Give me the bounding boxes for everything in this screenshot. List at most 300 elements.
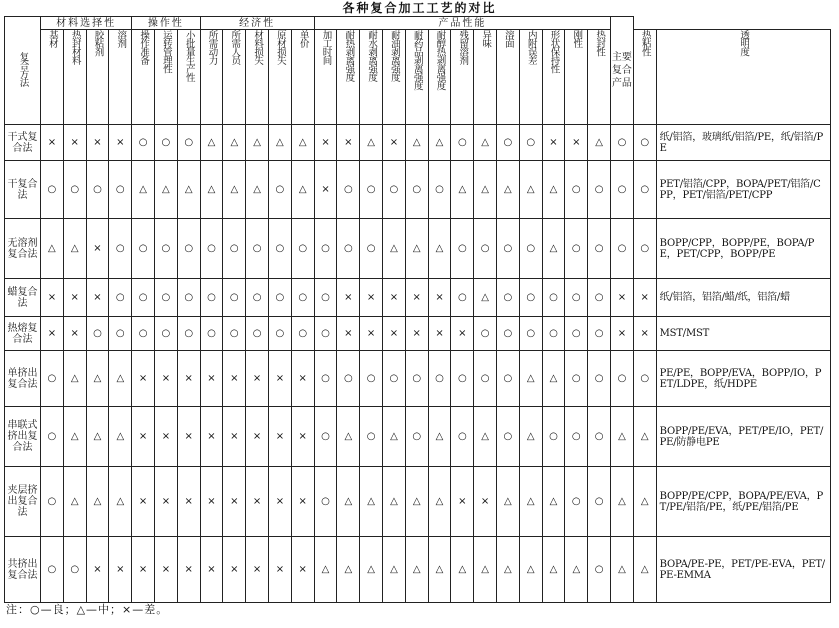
- rating-cell: △: [246, 161, 269, 219]
- rating-cell: △: [451, 161, 474, 219]
- rating-cell: △: [405, 537, 428, 603]
- rating-cell: ○: [177, 125, 200, 161]
- rating-cell: △: [633, 407, 656, 467]
- rating-cell: ○: [314, 351, 337, 407]
- rating-cell: ×: [132, 467, 155, 537]
- rating-cell: ○: [291, 279, 314, 317]
- rating-cell: ○: [268, 279, 291, 317]
- rating-cell: ×: [405, 279, 428, 317]
- column-header: [63, 30, 86, 125]
- rating-cell: △: [405, 219, 428, 279]
- rating-cell: ×: [611, 317, 634, 351]
- rating-cell: ○: [611, 161, 634, 219]
- rating-cell: △: [86, 467, 109, 537]
- rating-cell: ×: [177, 407, 200, 467]
- rating-cell: △: [542, 219, 565, 279]
- rating-cell: △: [246, 125, 269, 161]
- column-header: [451, 30, 474, 125]
- rating-cell: ×: [360, 317, 383, 351]
- rating-cell: △: [497, 537, 520, 603]
- product-header-label: 主要复合产品: [611, 52, 632, 89]
- rating-cell: ○: [268, 219, 291, 279]
- method-header-label: 复合方法: [17, 52, 29, 86]
- column-header-label: 热封性: [594, 30, 606, 56]
- rating-cell: △: [542, 351, 565, 407]
- rating-cell: ×: [291, 351, 314, 407]
- rating-cell: ○: [132, 317, 155, 351]
- rating-cell: ×: [268, 407, 291, 467]
- rating-cell: △: [86, 407, 109, 467]
- column-header-label: 内附误差: [525, 30, 537, 64]
- rating-cell: △: [519, 161, 542, 219]
- rating-cell: ×: [246, 351, 269, 407]
- method-name: 蜡复合法: [5, 279, 41, 317]
- rating-cell: ×: [132, 537, 155, 603]
- comparison-table: [4, 16, 831, 603]
- rating-cell: △: [474, 279, 497, 317]
- rating-cell: ○: [314, 279, 337, 317]
- rating-cell: △: [428, 125, 451, 161]
- rating-cell: △: [63, 467, 86, 537]
- rating-cell: ×: [177, 537, 200, 603]
- rating-cell: ○: [109, 161, 132, 219]
- rating-cell: ×: [154, 407, 177, 467]
- rating-cell: ×: [337, 279, 360, 317]
- rating-cell: ○: [451, 351, 474, 407]
- rating-cell: ×: [63, 317, 86, 351]
- column-header: [200, 30, 223, 125]
- column-header-label: 热封材料: [69, 30, 81, 64]
- rating-cell: △: [360, 467, 383, 537]
- rating-cell: ○: [337, 351, 360, 407]
- column-header-label: 基材: [46, 30, 58, 47]
- rating-cell: ○: [497, 279, 520, 317]
- column-header: [383, 30, 406, 125]
- rating-cell: △: [337, 407, 360, 467]
- rating-cell: ○: [565, 219, 588, 279]
- rating-cell: △: [519, 537, 542, 603]
- rating-cell: △: [223, 161, 246, 219]
- method-name: 热熔复合法: [5, 317, 41, 351]
- rating-cell: ○: [41, 351, 64, 407]
- rating-cell: ○: [41, 467, 64, 537]
- rating-cell: ○: [268, 317, 291, 351]
- column-header-label: 加工时间: [320, 30, 332, 64]
- rating-cell: ×: [268, 537, 291, 603]
- rating-cell: ○: [611, 125, 634, 161]
- method-row: [5, 279, 831, 317]
- rating-cell: ○: [314, 219, 337, 279]
- rating-cell: ×: [223, 467, 246, 537]
- column-header: [109, 30, 132, 125]
- rating-cell: △: [268, 125, 291, 161]
- rating-cell: ○: [246, 279, 269, 317]
- column-header-label: 所需动力: [206, 30, 218, 64]
- rating-cell: ○: [154, 279, 177, 317]
- rating-cell: ○: [565, 351, 588, 407]
- rating-cell: ○: [223, 279, 246, 317]
- group-header: 经济性: [200, 17, 314, 30]
- rating-cell: ○: [86, 161, 109, 219]
- rating-cell: ○: [109, 279, 132, 317]
- column-header: [314, 30, 337, 125]
- rating-cell: △: [109, 351, 132, 407]
- column-header-label: 溶面: [502, 30, 514, 47]
- method-row: [5, 407, 831, 467]
- column-header-label: 透明度: [738, 30, 750, 56]
- rating-cell: △: [360, 125, 383, 161]
- rating-cell: △: [337, 537, 360, 603]
- rating-cell: △: [428, 467, 451, 537]
- rating-cell: ○: [246, 219, 269, 279]
- page-title: 各种复合加工工艺的对比: [342, 1, 497, 15]
- rating-cell: ○: [268, 161, 291, 219]
- rating-cell: △: [633, 537, 656, 603]
- rating-cell: ○: [588, 279, 611, 317]
- rating-cell: △: [383, 537, 406, 603]
- rating-cell: ○: [177, 279, 200, 317]
- rating-cell: △: [565, 537, 588, 603]
- rating-cell: ○: [474, 219, 497, 279]
- column-header: [177, 30, 200, 125]
- product-header-cell: [611, 17, 634, 125]
- rating-cell: ×: [177, 351, 200, 407]
- rating-cell: ×: [63, 279, 86, 317]
- column-header-label: 溶剂: [115, 30, 127, 47]
- rating-cell: △: [497, 467, 520, 537]
- method-row: [5, 317, 831, 351]
- rating-cell: ○: [337, 161, 360, 219]
- rating-cell: △: [428, 537, 451, 603]
- rating-cell: ×: [633, 279, 656, 317]
- column-header-label: 原材损失: [274, 30, 286, 64]
- rating-cell: ○: [360, 219, 383, 279]
- rating-cell: △: [542, 467, 565, 537]
- rating-cell: ×: [86, 125, 109, 161]
- rating-cell: ×: [633, 317, 656, 351]
- rating-cell: △: [223, 125, 246, 161]
- product-cell: BOPP/CPP，BOPP/PE，BOPA/PE，PET/CPP，BOPP/PE: [656, 219, 830, 279]
- rating-cell: ○: [41, 407, 64, 467]
- column-header-label: 热粘性: [639, 30, 651, 56]
- rating-cell: ○: [63, 161, 86, 219]
- product-cell: PET/铝箔/CPP，BOPA/PET/铝箔/CPP，PET/铝箔/PET/CPP: [656, 161, 830, 219]
- column-header: [474, 30, 497, 125]
- rating-cell: △: [109, 407, 132, 467]
- rating-cell: ○: [405, 161, 428, 219]
- column-header: [519, 30, 542, 125]
- rating-cell: ○: [519, 279, 542, 317]
- rating-cell: △: [291, 161, 314, 219]
- column-header: [428, 30, 451, 125]
- rating-cell: △: [474, 407, 497, 467]
- rating-cell: ○: [41, 537, 64, 603]
- column-header-label: 刚性: [571, 30, 583, 47]
- rating-cell: △: [428, 407, 451, 467]
- rating-cell: ×: [337, 125, 360, 161]
- rating-cell: ×: [383, 279, 406, 317]
- rating-cell: △: [337, 467, 360, 537]
- group-header: 材料选择性: [41, 17, 132, 30]
- column-header-label: 耐药品剥离强度: [411, 30, 423, 90]
- rating-cell: ×: [41, 279, 64, 317]
- rating-cell: ○: [588, 407, 611, 467]
- rating-cell: ×: [337, 317, 360, 351]
- rating-cell: ○: [519, 125, 542, 161]
- column-header: [497, 30, 520, 125]
- column-header-label: 耐油剥离强度: [388, 30, 400, 81]
- rating-cell: △: [542, 161, 565, 219]
- rating-cell: △: [633, 467, 656, 537]
- rating-cell: ×: [177, 467, 200, 537]
- rating-cell: ×: [200, 407, 223, 467]
- rating-cell: ○: [405, 407, 428, 467]
- product-cell: BOPA/PE-PE，PET/PE-EVA，PET/PE-EMMA: [656, 537, 830, 603]
- rating-cell: ×: [223, 351, 246, 407]
- rating-cell: ×: [542, 125, 565, 161]
- rating-cell: ○: [497, 351, 520, 407]
- rating-cell: ×: [109, 537, 132, 603]
- column-header-label: 小批量生产性: [183, 30, 195, 81]
- rating-cell: ○: [565, 407, 588, 467]
- rating-cell: ○: [565, 467, 588, 537]
- rating-cell: ○: [633, 125, 656, 161]
- rating-cell: ×: [223, 537, 246, 603]
- rating-cell: ○: [314, 317, 337, 351]
- rating-cell: ○: [63, 537, 86, 603]
- rating-cell: △: [132, 161, 155, 219]
- column-header-label: 所需人员: [229, 30, 241, 64]
- rating-cell: ×: [291, 467, 314, 537]
- rating-cell: ○: [633, 161, 656, 219]
- rating-cell: △: [611, 407, 634, 467]
- column-header: [154, 30, 177, 125]
- method-row: [5, 161, 831, 219]
- column-header: [565, 30, 588, 125]
- product-cell: PE/PE，BOPP/EVA，BOPP/IO，PET/LDPE，纸/HDPE: [656, 351, 830, 407]
- rating-cell: △: [200, 125, 223, 161]
- rating-cell: ○: [177, 219, 200, 279]
- rating-cell: ○: [360, 407, 383, 467]
- rating-cell: ○: [200, 219, 223, 279]
- rating-cell: △: [314, 537, 337, 603]
- column-header-label: 单价: [297, 30, 309, 47]
- rating-cell: ×: [474, 467, 497, 537]
- column-header-label: 耐醇热剥离强度: [434, 30, 446, 90]
- rating-cell: △: [428, 219, 451, 279]
- rating-cell: ○: [177, 317, 200, 351]
- header-column-row: [5, 30, 831, 125]
- rating-cell: ○: [565, 279, 588, 317]
- rating-cell: ○: [223, 317, 246, 351]
- rating-cell: ○: [383, 351, 406, 407]
- rating-cell: △: [519, 407, 542, 467]
- rating-cell: ×: [246, 407, 269, 467]
- rating-cell: △: [291, 125, 314, 161]
- product-cell: BOPP/PE/CPP，BOPA/PE/EVA，PT/PE/铝箔/PE，纸/PE/铝箔/PE: [656, 467, 830, 537]
- rating-cell: ○: [291, 317, 314, 351]
- rating-cell: ○: [291, 219, 314, 279]
- rating-cell: ×: [405, 317, 428, 351]
- rating-cell: ○: [223, 219, 246, 279]
- group-header: 产品性能: [314, 17, 610, 30]
- rating-cell: ○: [588, 317, 611, 351]
- column-header-label: 材料损失: [252, 30, 264, 64]
- rating-cell: ○: [200, 279, 223, 317]
- rating-cell: △: [588, 125, 611, 161]
- rating-cell: ×: [41, 125, 64, 161]
- method-name: 干式复合法: [5, 125, 41, 161]
- method-row: [5, 537, 831, 603]
- group-header: 操作性: [132, 17, 200, 30]
- rating-cell: ×: [86, 279, 109, 317]
- rating-cell: ×: [565, 125, 588, 161]
- rating-cell: ×: [314, 125, 337, 161]
- rating-cell: ○: [41, 161, 64, 219]
- product-cell: 纸/铝箔，玻璃纸/铝箔/PE，纸/铝箔/PE: [656, 125, 830, 161]
- rating-cell: ×: [200, 537, 223, 603]
- rating-cell: ○: [588, 161, 611, 219]
- rating-cell: ○: [565, 161, 588, 219]
- column-header-label: 异味: [480, 30, 492, 47]
- column-header: [542, 30, 565, 125]
- rating-cell: ○: [154, 219, 177, 279]
- rating-cell: ○: [474, 351, 497, 407]
- rating-cell: ○: [588, 351, 611, 407]
- rating-cell: ○: [314, 407, 337, 467]
- column-header: [405, 30, 428, 125]
- rating-cell: △: [383, 407, 406, 467]
- rating-cell: ×: [291, 537, 314, 603]
- rating-cell: ○: [519, 219, 542, 279]
- column-header-label: 胶粘剂: [92, 30, 104, 56]
- method-header-cell: [5, 17, 41, 125]
- rating-cell: ○: [428, 351, 451, 407]
- method-name: 夹层挤出复合法: [5, 467, 41, 537]
- rating-cell: ○: [360, 351, 383, 407]
- rating-cell: ○: [405, 351, 428, 407]
- rating-cell: △: [63, 351, 86, 407]
- rating-cell: △: [383, 467, 406, 537]
- rating-cell: ×: [451, 317, 474, 351]
- method-row: [5, 219, 831, 279]
- rating-cell: △: [63, 407, 86, 467]
- rating-cell: ×: [132, 351, 155, 407]
- product-cell: MST/MST: [656, 317, 830, 351]
- rating-cell: ×: [360, 279, 383, 317]
- rating-cell: ×: [154, 467, 177, 537]
- rating-cell: ○: [497, 407, 520, 467]
- rating-cell: ○: [497, 317, 520, 351]
- rating-cell: ○: [154, 125, 177, 161]
- rating-cell: ○: [542, 407, 565, 467]
- rating-cell: ×: [451, 467, 474, 537]
- rating-cell: △: [474, 161, 497, 219]
- rating-cell: ○: [360, 161, 383, 219]
- rating-cell: ○: [132, 125, 155, 161]
- column-header-label: 残留溶剂: [457, 30, 469, 64]
- rating-cell: ○: [428, 161, 451, 219]
- rating-cell: △: [405, 467, 428, 537]
- rating-cell: ×: [109, 125, 132, 161]
- rating-cell: ×: [200, 351, 223, 407]
- rating-cell: △: [86, 351, 109, 407]
- rating-cell: ○: [633, 351, 656, 407]
- column-header: [588, 30, 611, 125]
- method-name: 串联式挤出复合法: [5, 407, 41, 467]
- rating-cell: △: [154, 161, 177, 219]
- rating-cell: ×: [132, 407, 155, 467]
- rating-cell: △: [41, 219, 64, 279]
- method-name: 共挤出复合法: [5, 537, 41, 603]
- rating-cell: ×: [268, 351, 291, 407]
- rating-cell: △: [383, 219, 406, 279]
- rating-cell: ○: [497, 125, 520, 161]
- column-header: [291, 30, 314, 125]
- column-header: [268, 30, 291, 125]
- rating-cell: ○: [565, 317, 588, 351]
- header-group-row: [5, 17, 831, 30]
- rating-cell: ×: [268, 467, 291, 537]
- rating-cell: ○: [588, 467, 611, 537]
- column-header-label: 形状保持性: [548, 30, 560, 73]
- rating-cell: ○: [383, 161, 406, 219]
- rating-cell: △: [405, 125, 428, 161]
- rating-cell: ○: [154, 317, 177, 351]
- rating-cell: ○: [132, 219, 155, 279]
- rating-cell: △: [451, 537, 474, 603]
- method-name: 干复合法: [5, 161, 41, 219]
- rating-cell: ×: [223, 407, 246, 467]
- legend-note: 注：○—良；△—中；×—差。: [6, 603, 169, 616]
- rating-cell: ×: [246, 467, 269, 537]
- product-cell: 纸/铝箔，铝箔/蜡/纸，铝箔/蜡: [656, 279, 830, 317]
- rating-cell: △: [474, 125, 497, 161]
- rating-cell: ○: [497, 219, 520, 279]
- column-header-label: 耐热剥离强度: [343, 30, 355, 81]
- column-header: [360, 30, 383, 125]
- rating-cell: ×: [314, 161, 337, 219]
- method-row: [5, 351, 831, 407]
- column-header-label: 操作准备: [138, 30, 150, 64]
- column-header: [337, 30, 360, 125]
- rating-cell: ×: [246, 537, 269, 603]
- product-cell: BOPP/PE/EVA，PET/PE/IO，PET/PE/防静电PE: [656, 407, 830, 467]
- rating-cell: ○: [542, 279, 565, 317]
- rating-cell: ×: [86, 219, 109, 279]
- column-header: [132, 30, 155, 125]
- method-row: [5, 125, 831, 161]
- rating-cell: △: [542, 537, 565, 603]
- column-header-label: 运转管理性: [160, 30, 172, 73]
- method-name: 单挤出复合法: [5, 351, 41, 407]
- rating-cell: ○: [451, 407, 474, 467]
- column-header: [41, 30, 64, 125]
- rating-cell: △: [109, 467, 132, 537]
- rating-cell: ×: [428, 317, 451, 351]
- rating-cell: ×: [291, 407, 314, 467]
- rating-cell: ×: [154, 351, 177, 407]
- rating-cell: ○: [451, 125, 474, 161]
- rating-cell: ○: [633, 219, 656, 279]
- column-header: [223, 30, 246, 125]
- rating-cell: ○: [109, 317, 132, 351]
- rating-cell: ×: [154, 537, 177, 603]
- rating-cell: ×: [383, 125, 406, 161]
- rating-cell: ○: [200, 317, 223, 351]
- rating-cell: △: [519, 351, 542, 407]
- column-header: [656, 30, 830, 125]
